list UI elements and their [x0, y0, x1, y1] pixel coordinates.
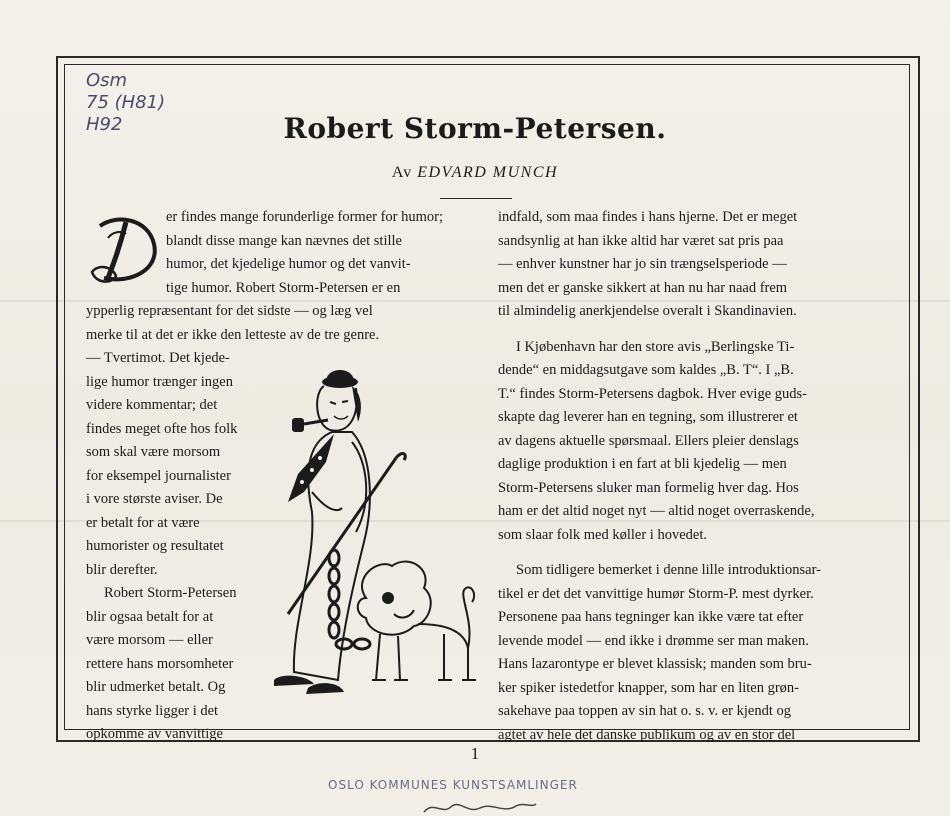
- text-line: dende“ en middagsutgave som kaldes „B. T“. I „B.: [498, 362, 794, 378]
- text-line: Robert Storm-Petersen: [104, 585, 237, 601]
- byline: [0, 164, 950, 182]
- text-line: merke til at det er ikke den letteste av de tre genre.: [86, 326, 380, 343]
- text-line: er betalt for at være: [86, 514, 200, 531]
- text-line: — Tvertimot. Det kjede-: [86, 350, 230, 366]
- text-line: opkomme av vanvittige: [86, 726, 223, 742]
- text-line: lige humor trænger ingen: [86, 373, 233, 390]
- text-line: men det er ganske sikkert at han nu har naad frem: [498, 279, 788, 296]
- text-line: rettere hans morsomheter: [86, 655, 234, 672]
- cartoon-illustration: [268, 362, 480, 698]
- page-number: 1: [470, 744, 480, 763]
- right-column: [498, 206, 886, 747]
- text-line: humorister og resultatet: [86, 538, 224, 554]
- text-line: er findes mange forunderlige former for humor;: [166, 209, 444, 225]
- signature-icon: [420, 798, 540, 816]
- article-title: Robert Storm-Petersen.: [283, 112, 667, 145]
- text-line: findes meget ofte hos folk: [86, 420, 238, 437]
- text-line: Personene paa hans tegninger kan ikke være tat efter: [498, 609, 804, 625]
- text-line: sakehave paa toppen av sin hat o. s. v. er kjendt og: [498, 703, 792, 719]
- text-line: skapte dag leverer han en tegning, som illustrerer et: [498, 409, 798, 425]
- text-line: for eksempel journalister: [86, 467, 231, 484]
- text-line: blandt disse mange kan nævnes det stille: [166, 232, 402, 249]
- text-line: tikel er det det vanvittige humør Storm-P. mest dyrker.: [498, 585, 814, 602]
- text-line: I Kjøbenhavn har den store avis „Berlingske Ti-: [516, 338, 795, 355]
- text-line: tige humor. Robert Storm-Petersen er en: [166, 279, 401, 296]
- text-line: blir udmerket betalt. Og: [86, 679, 226, 695]
- text-line: som slaar folk med køller i hovedet.: [498, 526, 707, 543]
- text-line: Storm-Petersens sluker man formelig hver dag. Hos: [498, 479, 799, 496]
- text-line: levende model — end ikke i drømme ser man maken.: [498, 632, 809, 649]
- text-line: Hans lazarontype er blevet klassisk; manden som bru-: [498, 656, 812, 672]
- text-line: ker spiker istedetfor knapper, som har en liten grøn-: [498, 679, 800, 696]
- text-line: agtet av hele det danske publikum og av en stor del: [498, 726, 796, 743]
- text-line: til almindelig anerkjendelse overalt i Skandinavien.: [498, 303, 797, 319]
- text-line: — enhver kunstner har jo sin trængselsperiode —: [498, 256, 787, 272]
- text-line: være morsom — eller: [86, 632, 213, 648]
- text-line: sandsynlig at han ikke altid har været sat pris paa: [498, 232, 784, 249]
- byline-prefix: Av: [391, 164, 413, 181]
- text-line: i vore største aviser. De: [86, 491, 223, 507]
- byline-author: EDVARD MUNCH: [417, 164, 559, 181]
- title-rule: [440, 198, 512, 199]
- text-line: som skal være morsom: [86, 444, 221, 460]
- text-line: Som tidligere bemerket i denne lille introduktionsar-: [516, 562, 821, 578]
- text-line: videre kommentar; det: [86, 397, 218, 413]
- text-line: humor, det kjedelige humor og det vanvit-: [166, 256, 411, 272]
- text-line: T.“ findes Storm-Petersens dagbok. Hver evige guds-: [498, 385, 807, 402]
- text-line: indfald, som maa findes i hans hjerne. Det er meget: [498, 209, 798, 225]
- pencil-line: Osm: [86, 70, 128, 91]
- text-line: ham er det altid noget nyt — altid noget overraskende,: [498, 503, 815, 519]
- text-line: blir ogsaa betalt for at: [86, 608, 214, 625]
- archive-stamp: OSLO KOMMUNES KUNSTSAMLINGER: [328, 778, 578, 792]
- text-line: daglige produktion i en fart at bli kjedelig — men: [498, 456, 787, 472]
- pencil-line: 75 (H81): [86, 92, 166, 113]
- pencil-line: H92: [86, 114, 123, 135]
- text-line: blir derefter.: [86, 561, 158, 578]
- text-line: ypperlig repræsentant for det sidste — og læg vel: [86, 303, 373, 319]
- text-line: hans styrke ligger i det: [86, 702, 219, 719]
- text-line: av dagens aktuelle spørsmaal. Ellers pleier denslags: [498, 432, 799, 449]
